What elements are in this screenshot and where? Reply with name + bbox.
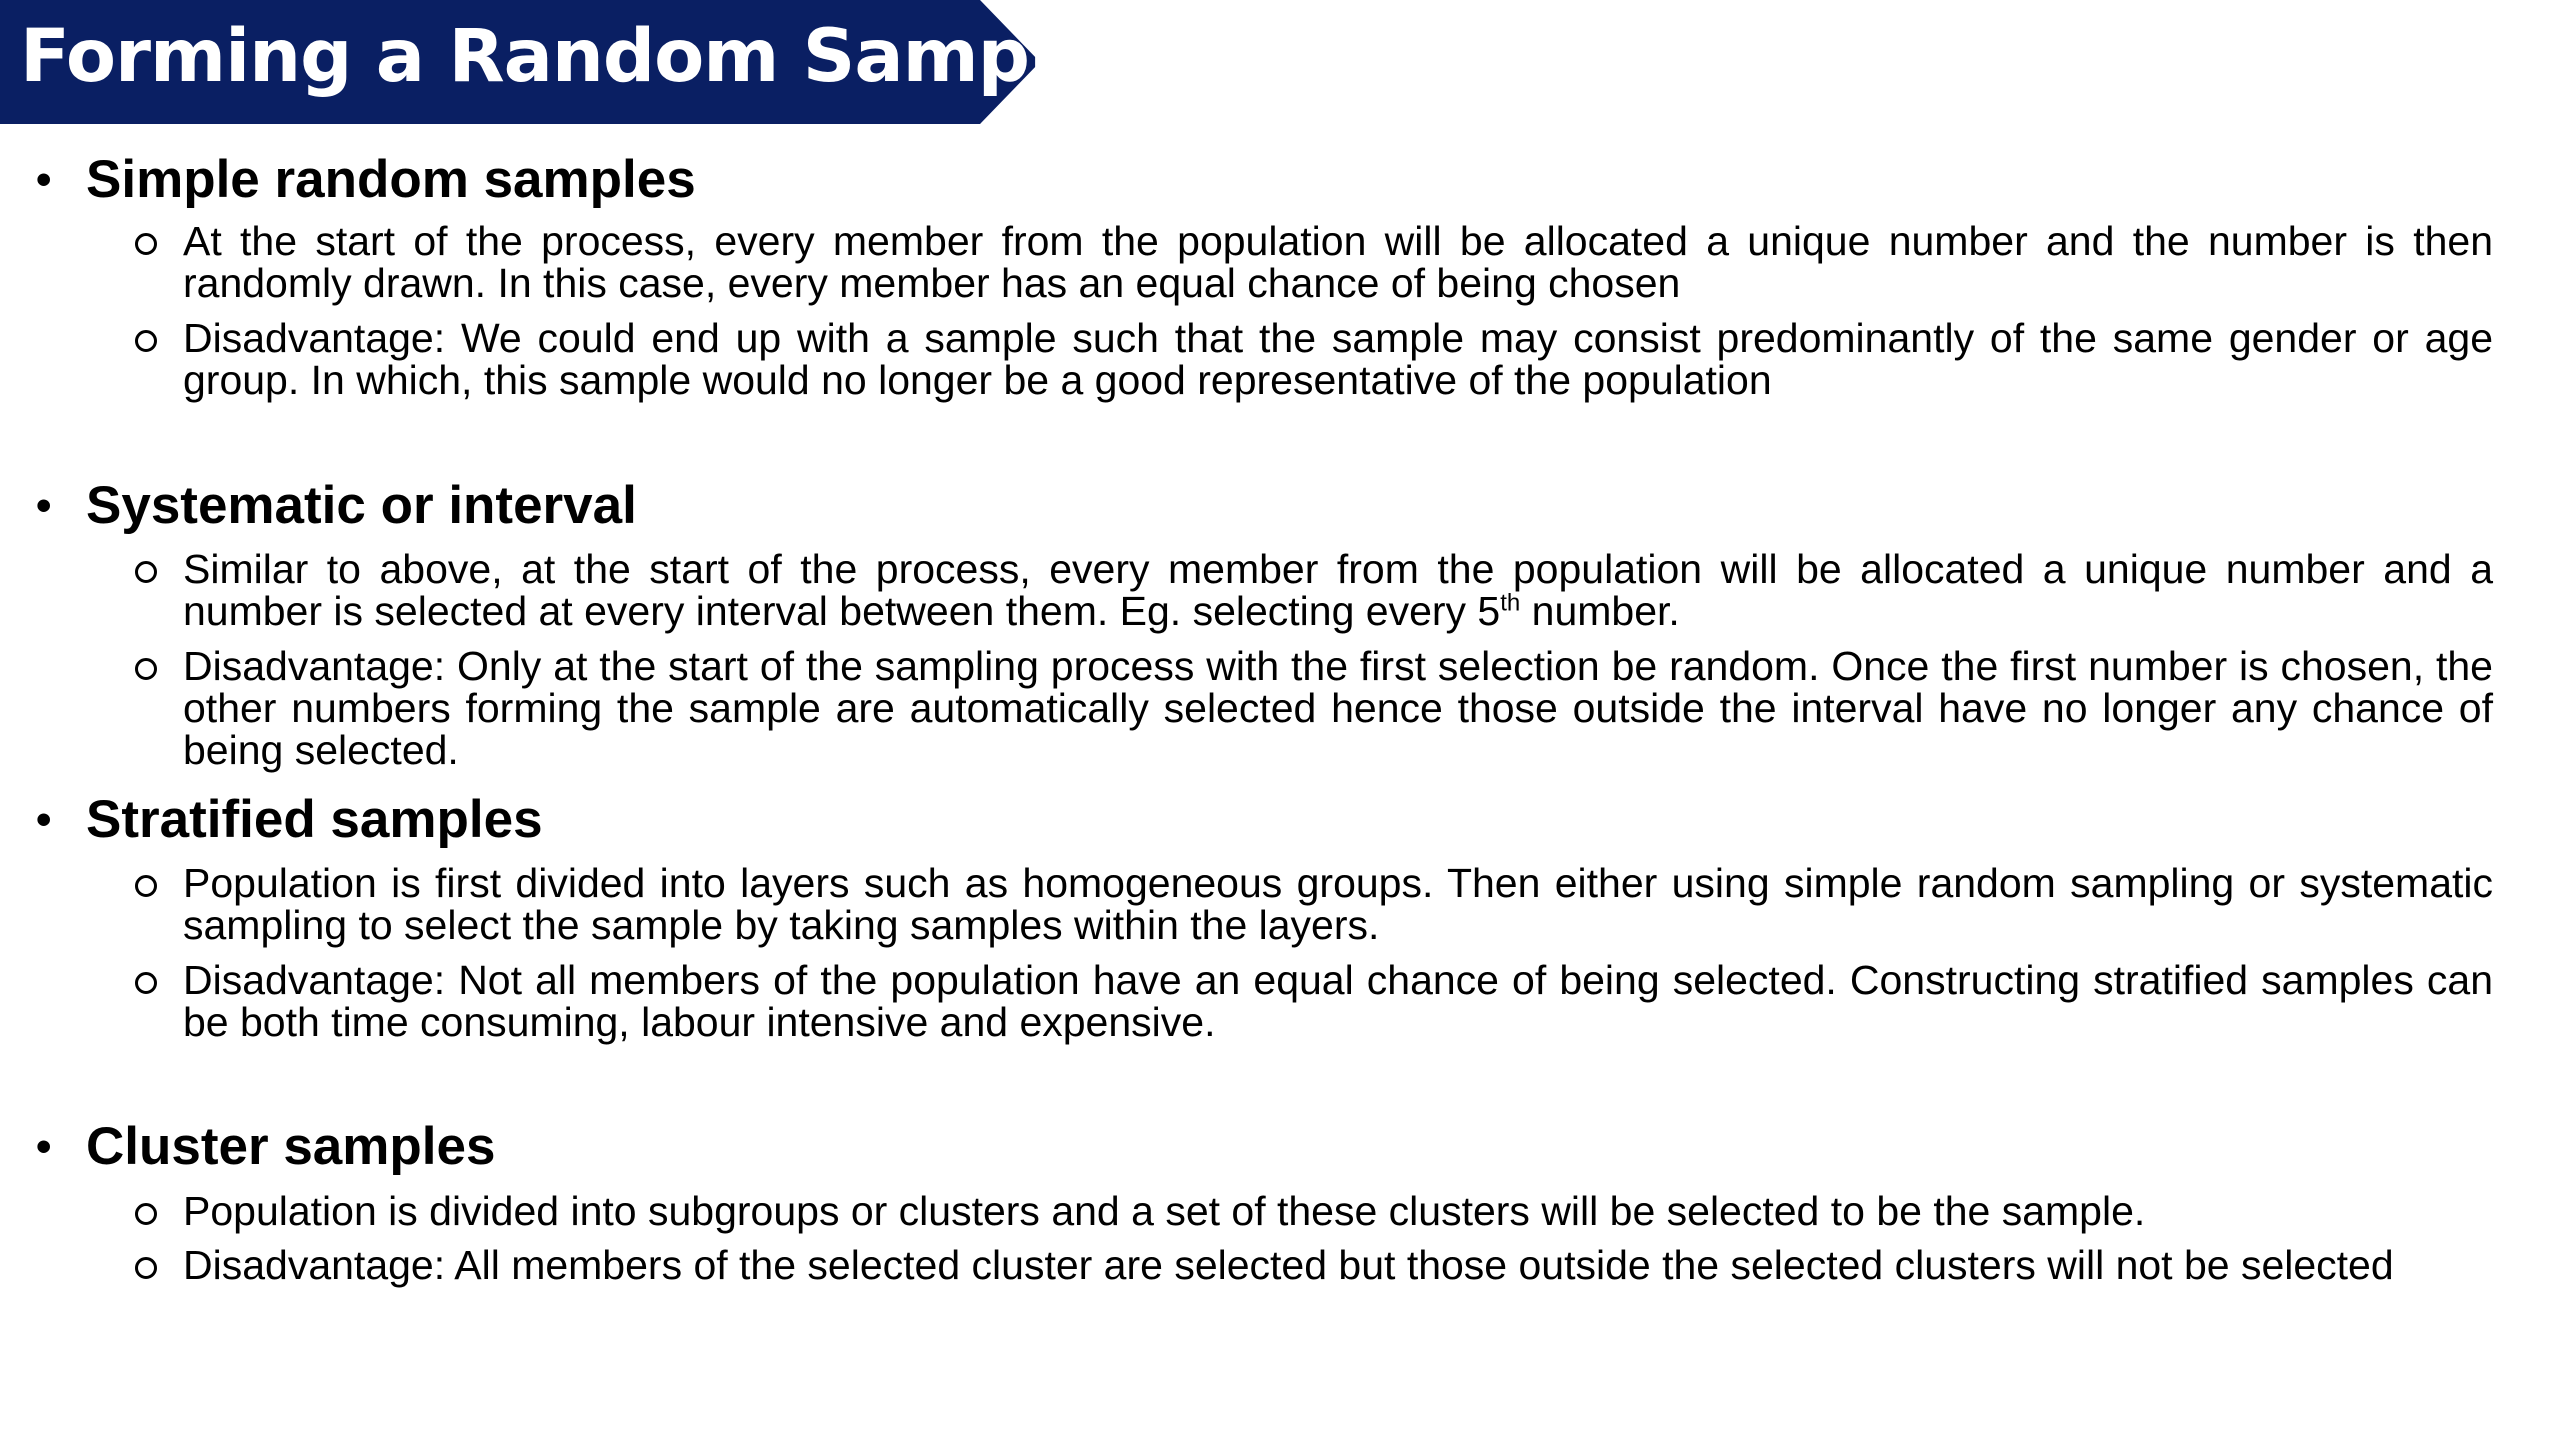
list-item: Disadvantage: Not all members of the population have an equal chance of being selected. Constructing stratified samples can be both time consuming, labour intensive and expensive.	[183, 957, 2493, 1045]
circle-bullet-icon	[135, 1203, 157, 1225]
item-text: Similar to above, at the start of the process, every member from the population will be allocated a unique number and a number is selected at every interval between them. Eg. selecting every 5	[183, 546, 2493, 634]
heading-bullet-icon: •	[36, 1122, 52, 1171]
ordinal-suffix: th	[1500, 589, 1521, 617]
list-item: Disadvantage: All members of the selected cluster are selected but those outside the selected clusters will not be selected	[183, 1242, 2394, 1288]
circle-bullet-icon	[135, 972, 157, 994]
circle-bullet-icon	[135, 1257, 157, 1279]
section-heading: Simple random samples	[86, 150, 696, 209]
circle-bullet-icon	[135, 875, 157, 897]
heading-bullet-icon: •	[36, 795, 52, 844]
list-item: At the start of the process, every member from the population will be allocated a unique number and the number is then randomly drawn. In this case, every member has an equal chance of being chosen	[183, 218, 2493, 306]
circle-bullet-icon	[135, 233, 157, 255]
section-heading: Cluster samples	[86, 1117, 496, 1176]
list-item	[183, 548, 2493, 632]
list-item: Population is first divided into layers such as homogeneous groups. Then either using simple random sampling or systematic sampling to select the sample by taking samples within the layers.	[183, 860, 2493, 948]
circle-bullet-icon	[135, 330, 157, 352]
circle-bullet-icon	[135, 561, 157, 583]
list-item: Population is divided into subgroups or clusters and a set of these clusters will be selected to be the sample.	[183, 1188, 2146, 1234]
list-item: Disadvantage: We could end up with a sample such that the sample may consist predominantly of the same gender or age group. In which, this sample would no longer be a good representative of the population	[183, 315, 2493, 403]
section-heading: Stratified samples	[86, 790, 543, 849]
heading-bullet-icon: •	[36, 155, 52, 204]
section-heading: Systematic or interval	[86, 476, 637, 535]
list-item: Disadvantage: Only at the start of the sampling process with the first selection be random. Once the first number is chosen, the other numbers forming the sample are automatically selected hence those outside the interval have no longer any chance of being selected.	[183, 643, 2493, 773]
heading-bullet-icon: •	[36, 481, 52, 530]
slide-title: Forming a Random Sample	[20, 14, 1102, 99]
circle-bullet-icon	[135, 658, 157, 680]
item-text: number.	[1520, 588, 1680, 634]
